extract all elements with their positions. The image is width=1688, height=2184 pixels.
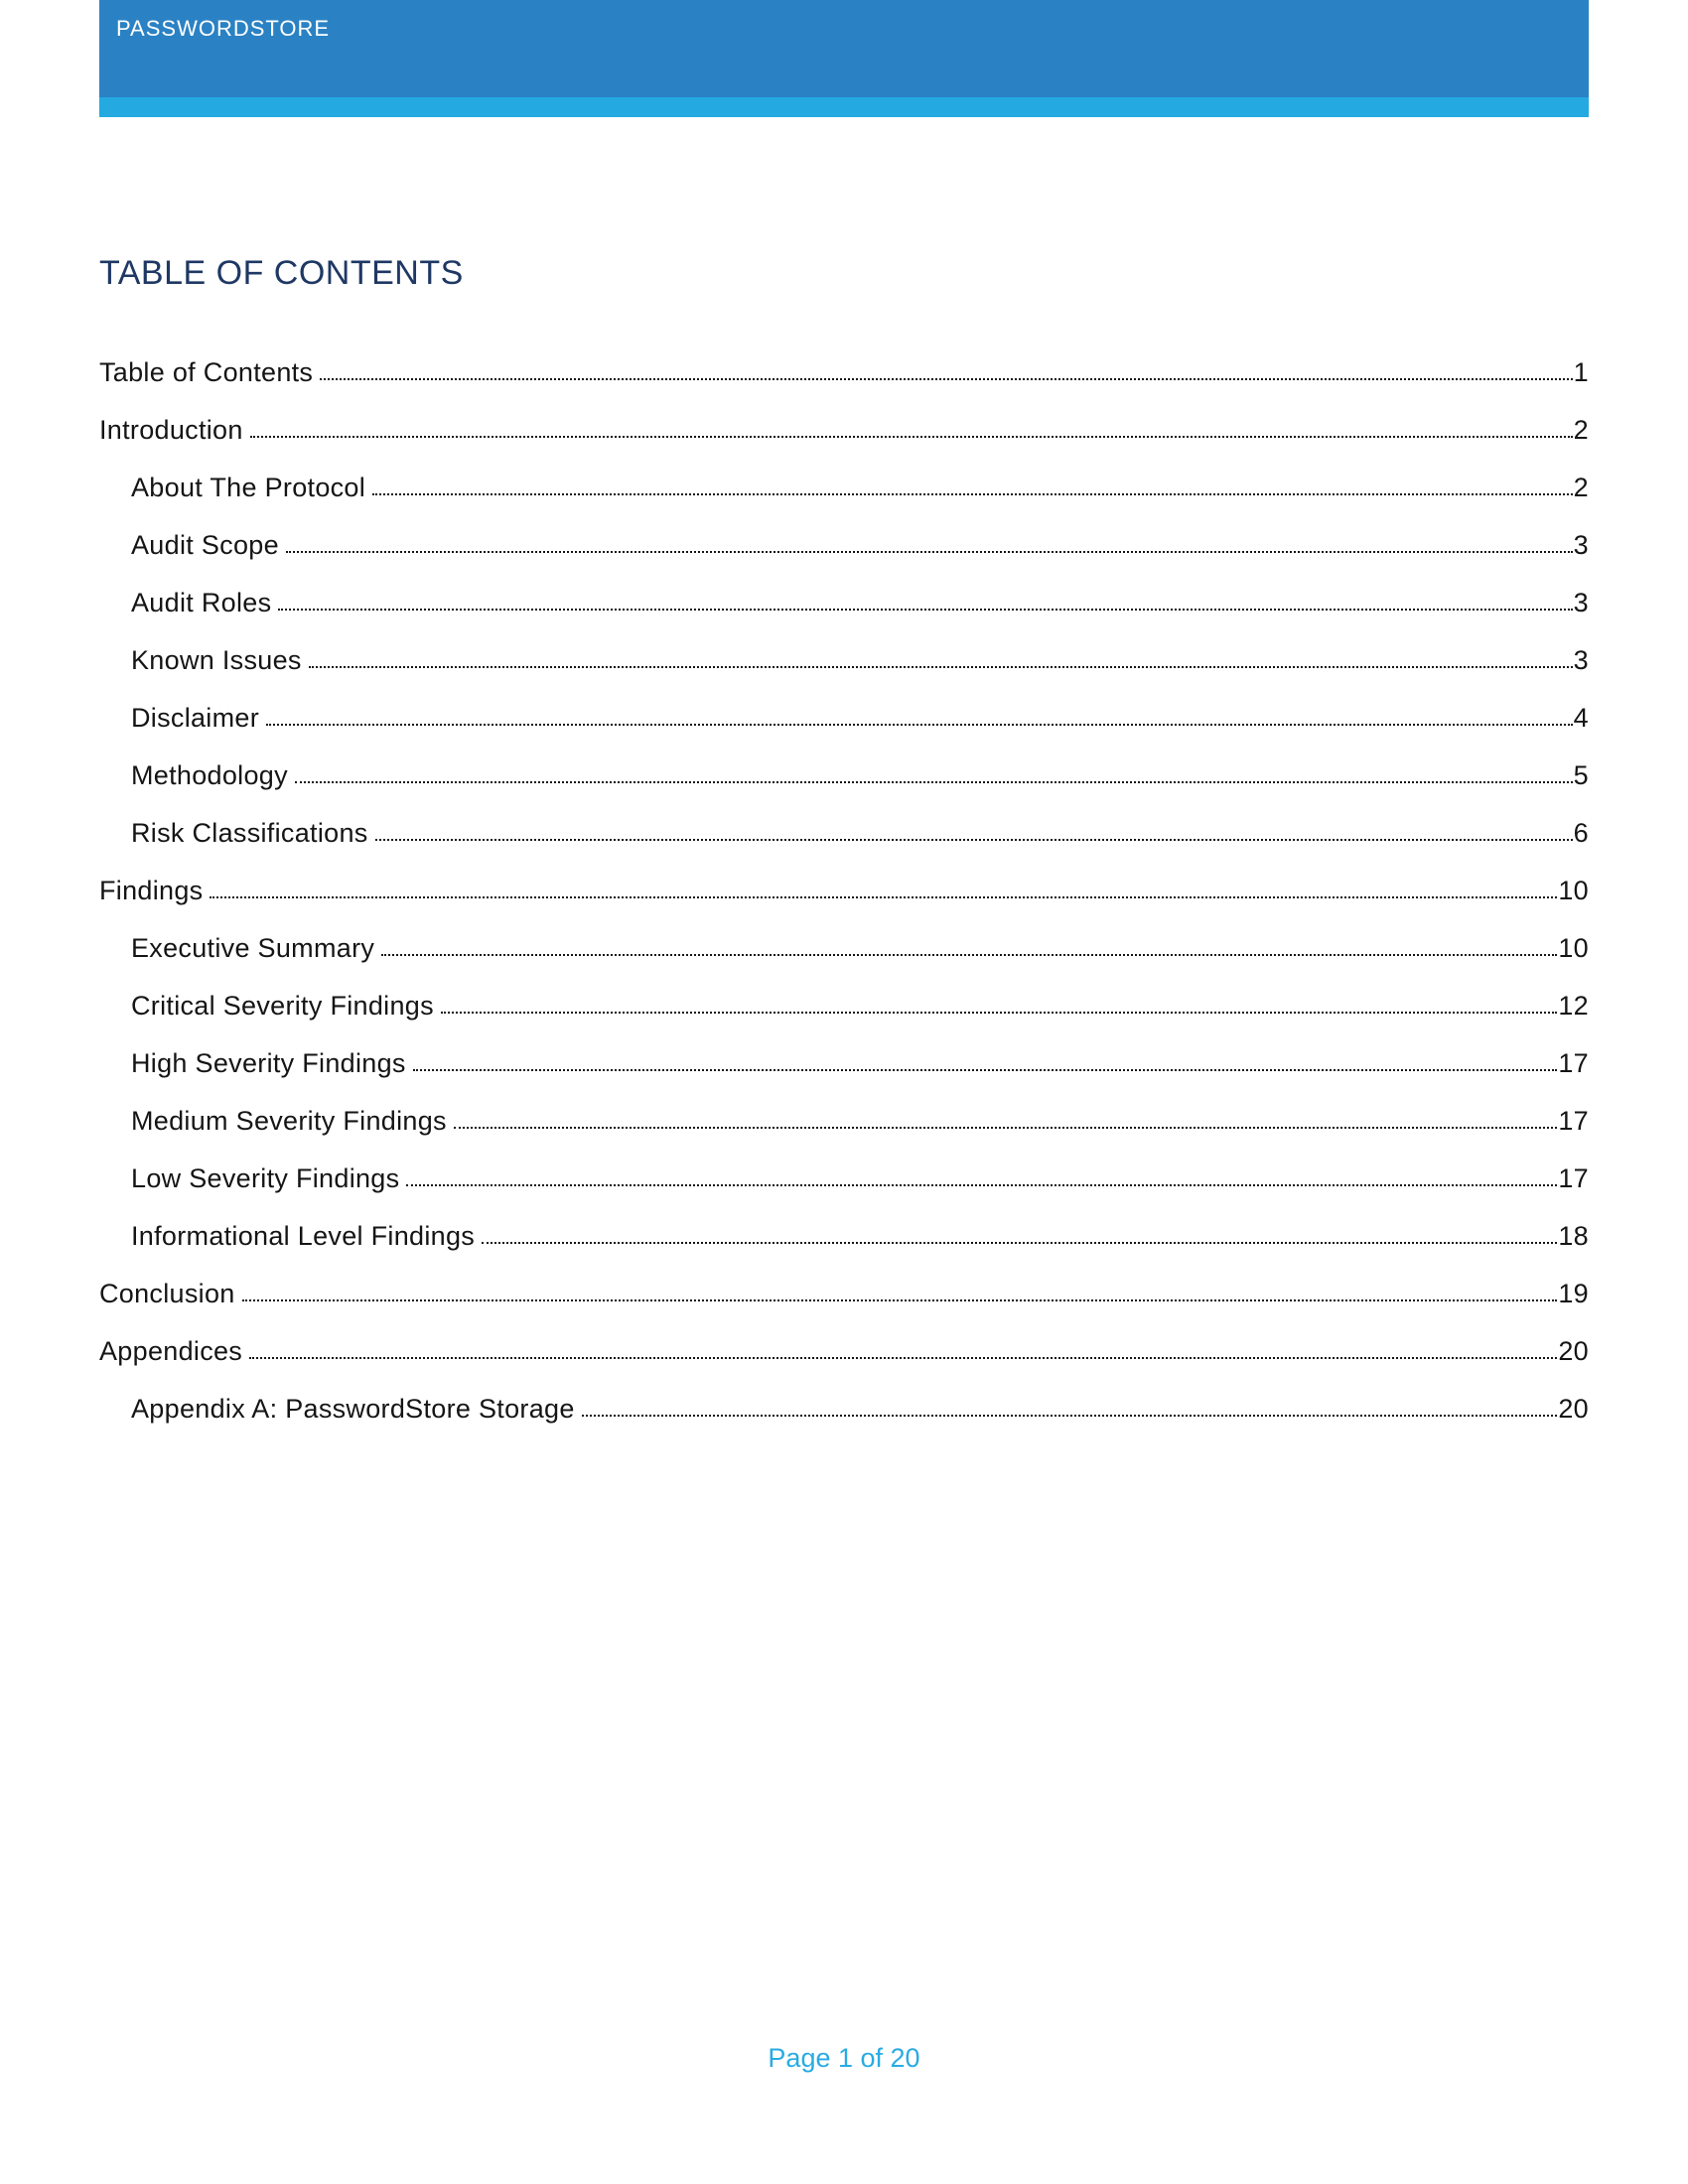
dot-leader: [372, 493, 1573, 495]
dot-leader: [309, 666, 1573, 668]
header-accent-stripe: [99, 97, 1589, 117]
toc-entry-label: Audit Scope: [131, 530, 279, 560]
toc-entry-label: Conclusion: [99, 1279, 235, 1308]
toc-page-number: 20: [1558, 1394, 1589, 1424]
dot-leader: [381, 954, 1557, 956]
toc-page-number: 4: [1573, 703, 1589, 733]
toc-page-number: 17: [1558, 1048, 1589, 1078]
dot-leader: [482, 1242, 1557, 1244]
toc-entry[interactable]: [99, 564, 1589, 621]
toc-entry[interactable]: [99, 506, 1589, 564]
toc-entry[interactable]: [99, 1024, 1589, 1082]
toc-page-number: 12: [1558, 991, 1589, 1021]
dot-leader: [582, 1415, 1558, 1417]
toc-entry[interactable]: [99, 794, 1589, 852]
toc-entry[interactable]: [99, 1255, 1589, 1312]
toc-entry[interactable]: [99, 334, 1589, 391]
toc-page-number: 3: [1573, 530, 1589, 560]
toc-page-number: 1: [1573, 357, 1589, 387]
toc-entry[interactable]: [99, 737, 1589, 794]
header-banner: [99, 0, 1589, 97]
page-title: TABLE OF CONTENTS: [99, 254, 464, 292]
dot-leader: [242, 1299, 1558, 1301]
dot-leader: [249, 1357, 1557, 1359]
toc-entry[interactable]: [99, 1370, 1589, 1428]
dot-leader: [210, 896, 1557, 898]
toc-entry-label: Audit Roles: [131, 588, 272, 617]
dot-leader: [406, 1184, 1557, 1186]
toc-page-number: 3: [1573, 588, 1589, 617]
toc-entry[interactable]: [99, 967, 1589, 1024]
toc-page-number: 2: [1573, 473, 1589, 502]
toc-entry-label: Medium Severity Findings: [131, 1106, 447, 1136]
table-of-contents: [99, 334, 1589, 1428]
toc-page-number: 2: [1573, 415, 1589, 445]
toc-entry-label: High Severity Findings: [131, 1048, 406, 1078]
dot-leader: [320, 378, 1572, 380]
toc-page-number: 17: [1558, 1163, 1589, 1193]
dot-leader: [295, 781, 1573, 783]
toc-entry-label: Introduction: [99, 415, 243, 445]
toc-entry-label: About The Protocol: [131, 473, 366, 502]
toc-page-number: 3: [1573, 645, 1589, 675]
toc-page-number: 6: [1573, 818, 1589, 848]
toc-entry[interactable]: [99, 679, 1589, 737]
brand-logo-text: PASSWORDSTORE: [116, 16, 331, 41]
toc-entry-label: Table of Contents: [99, 357, 314, 387]
dot-leader: [278, 609, 1572, 611]
toc-entry[interactable]: [99, 391, 1589, 449]
toc-entry-label: Methodology: [131, 760, 288, 790]
dot-leader: [375, 839, 1573, 841]
toc-entry-label: Appendices: [99, 1336, 243, 1366]
toc-entry-label: Appendix A: PasswordStore Storage: [131, 1394, 575, 1424]
dot-leader: [413, 1069, 1558, 1071]
toc-entry[interactable]: [99, 1312, 1589, 1370]
dot-leader: [266, 724, 1573, 726]
toc-page-number: 20: [1558, 1336, 1589, 1366]
toc-page-number: 5: [1573, 760, 1589, 790]
dot-leader: [286, 551, 1573, 553]
toc-entry[interactable]: [99, 909, 1589, 967]
toc-entry[interactable]: [99, 1140, 1589, 1197]
toc-page-number: 10: [1558, 876, 1589, 905]
toc-entry[interactable]: [99, 449, 1589, 506]
toc-entry[interactable]: [99, 621, 1589, 679]
toc-entry[interactable]: [99, 1082, 1589, 1140]
toc-entry-label: Findings: [99, 876, 204, 905]
toc-entry-label: Known Issues: [131, 645, 302, 675]
dot-leader: [250, 436, 1573, 438]
dot-leader: [454, 1127, 1558, 1129]
toc-page-number: 18: [1558, 1221, 1589, 1251]
toc-page-number: 10: [1558, 933, 1589, 963]
toc-entry-label: Low Severity Findings: [131, 1163, 400, 1193]
toc-entry-label: Informational Level Findings: [131, 1221, 476, 1251]
toc-page-number: 17: [1558, 1106, 1589, 1136]
toc-page-number: 19: [1558, 1279, 1589, 1308]
toc-entry-label: Risk Classifications: [131, 818, 368, 848]
toc-entry-label: Critical Severity Findings: [131, 991, 434, 1021]
dot-leader: [441, 1012, 1557, 1014]
toc-entry-label: Disclaimer: [131, 703, 260, 733]
toc-entry-label: Executive Summary: [131, 933, 375, 963]
toc-entry[interactable]: [99, 1197, 1589, 1255]
page-number-footer: Page 1 of 20: [768, 2043, 920, 2073]
toc-entry[interactable]: [99, 852, 1589, 909]
